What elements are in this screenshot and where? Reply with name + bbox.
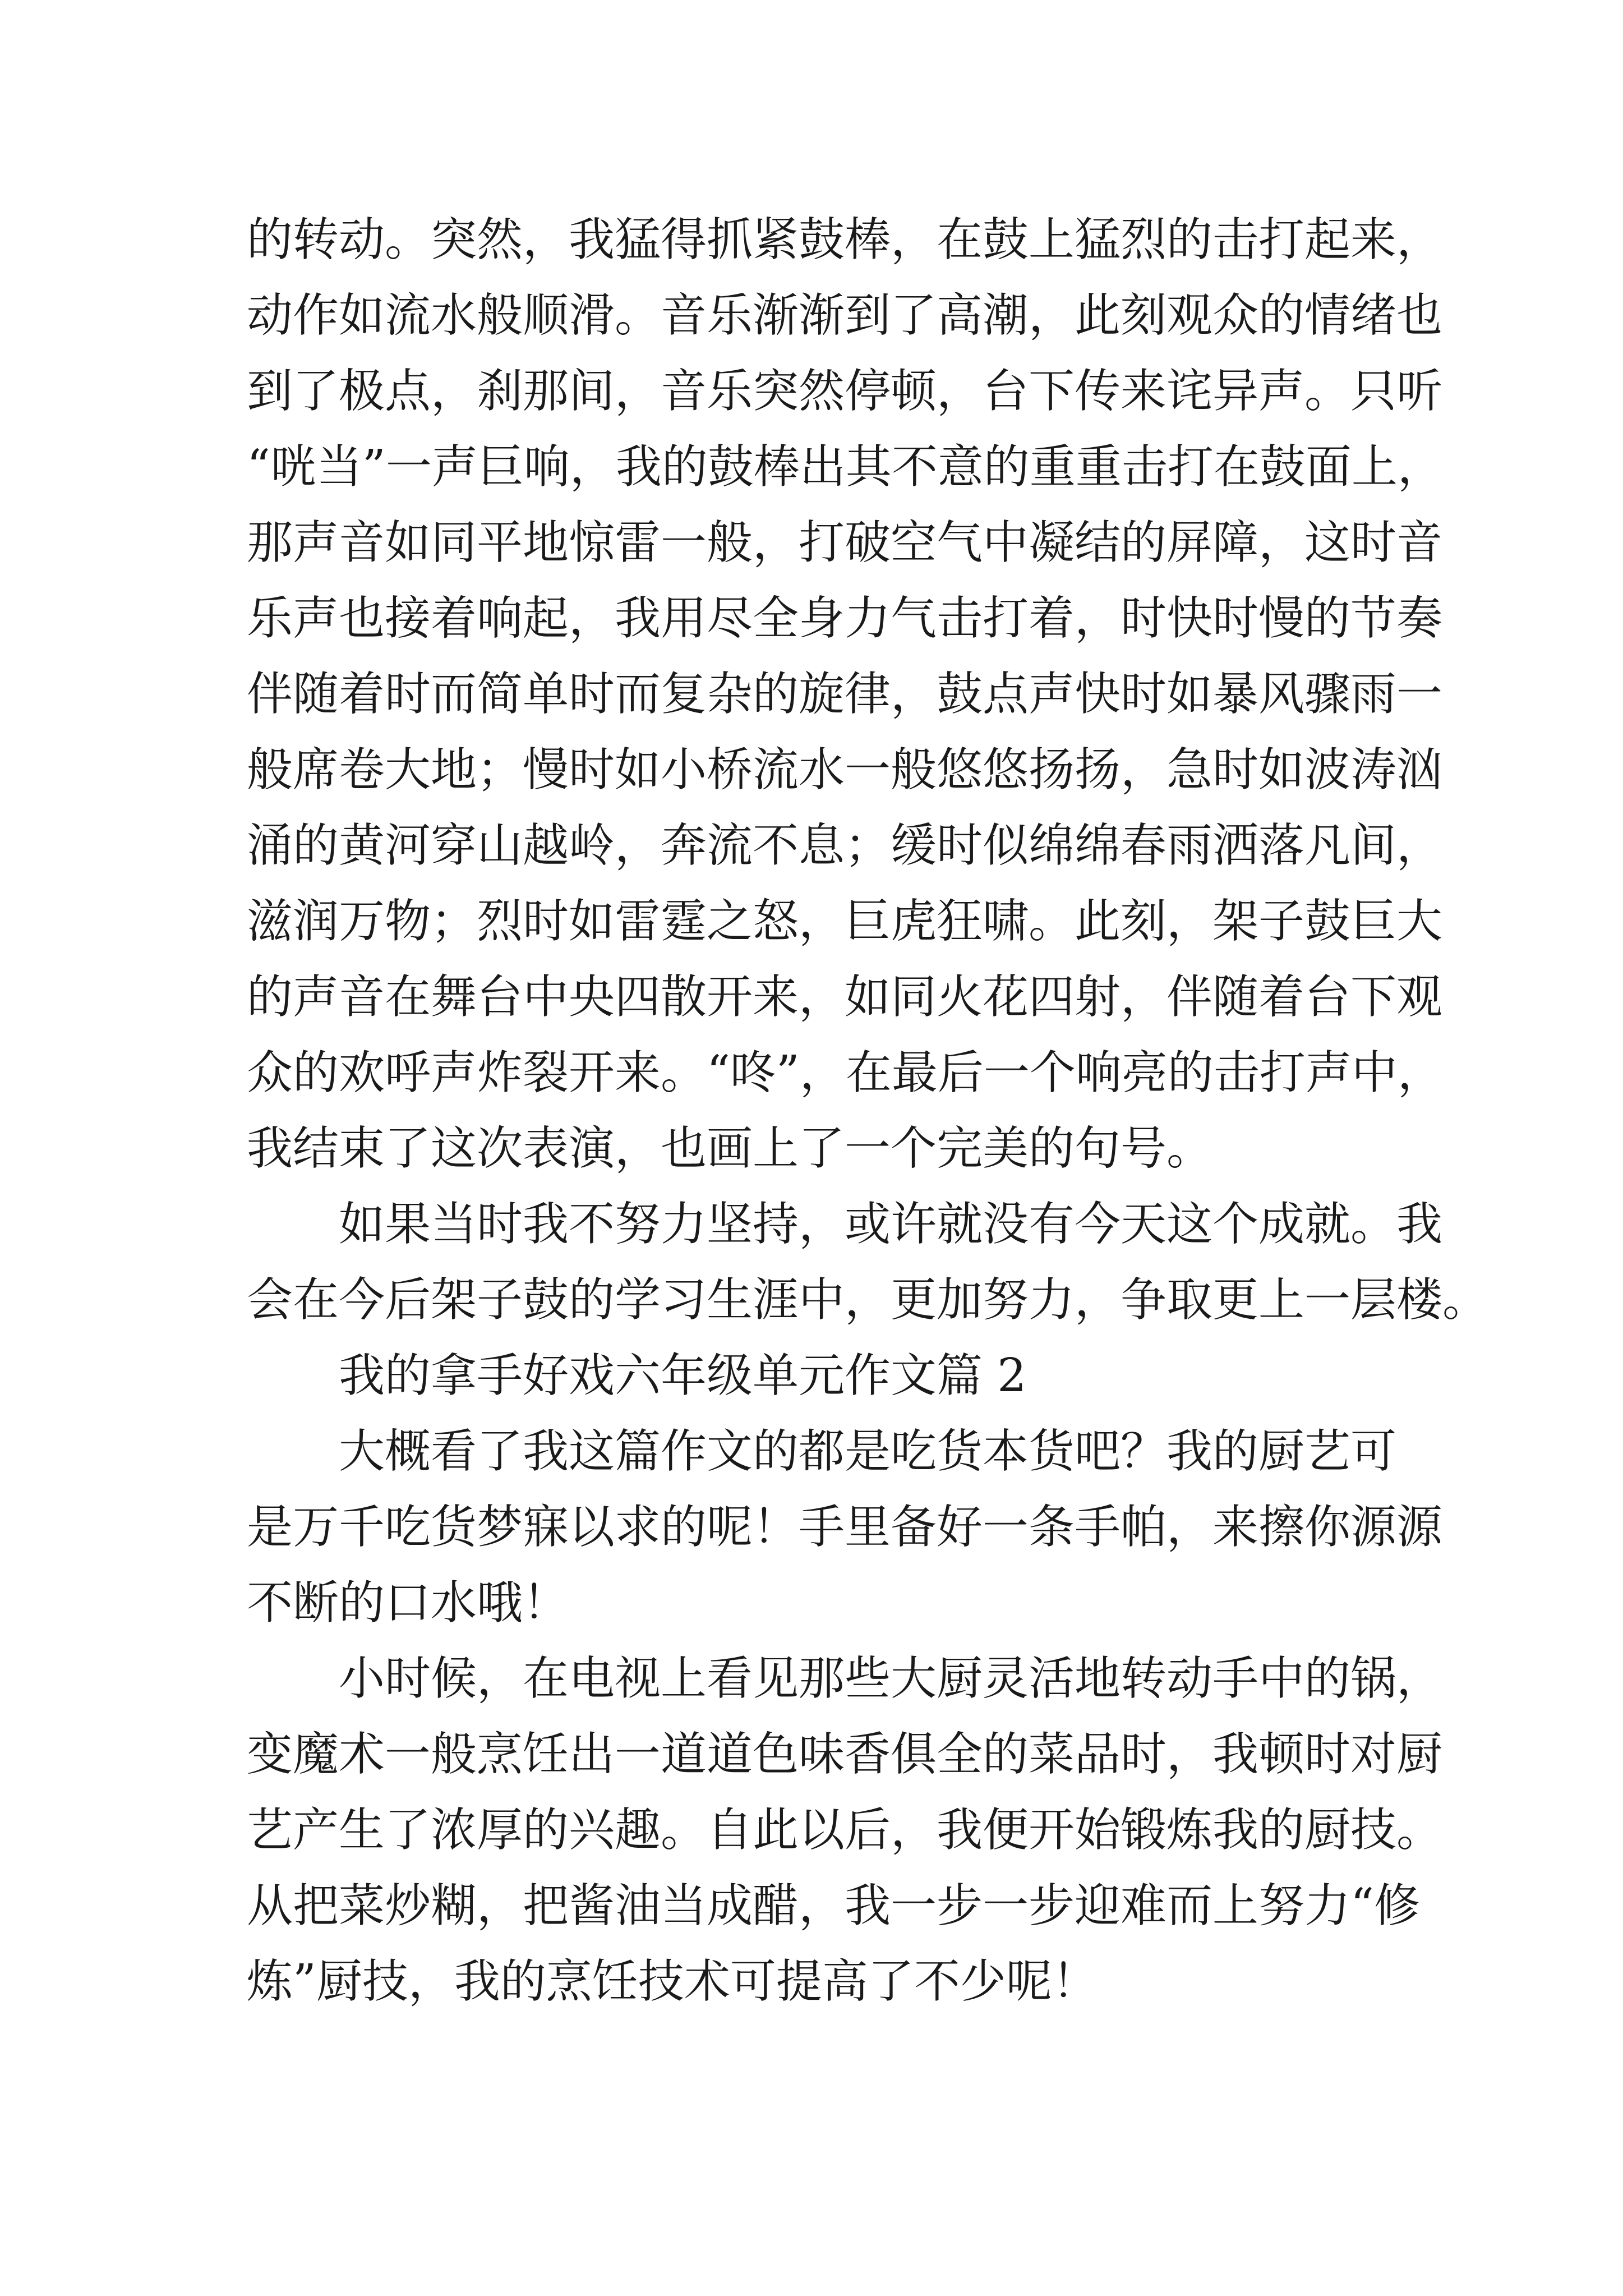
paragraph-line: 会在今后架子鼓的学习生涯中，更加努力，争取更上一层楼。	[247, 1273, 1489, 1327]
paragraph-line: 伴随着时而简单时而复杂的旋律，鼓点声快时如暴风骤雨一	[247, 668, 1443, 721]
paragraph-line: 涌的黄河穿山越岭，奔流不息；缓时似绵绵春雨洒落凡间，	[247, 819, 1443, 872]
paragraph-line: 不断的口水哦！	[247, 1576, 569, 1630]
paragraph-line: 众的欢呼声炸裂开来。“咚”，在最后一个响亮的击打声中，	[247, 1046, 1444, 1099]
section-heading: 我的拿手好戏六年级单元作文篇 2	[339, 1349, 1027, 1402]
paragraph-line: 的声音在舞台中央四散开来，如同火花四射，伴随着台下观	[247, 970, 1443, 1024]
paragraph-line: 从把菜炒糊，把酱油当成醋，我一步一步迎难而上努力“修	[247, 1879, 1420, 1932]
paragraph-line: 小时候，在电视上看见那些大厨灵活地转动手中的锅，	[339, 1652, 1443, 1705]
paragraph-line: 炼”厨技，我的烹饪技术可提高了不少呢！	[247, 1955, 1098, 2008]
paragraph-line: 是万千吃货梦寐以求的呢！手里备好一条手帕，来擦你源源	[247, 1501, 1443, 1554]
paragraph-line: 到了极点，刹那间，音乐突然停顿，台下传来诧异声。只听	[247, 365, 1443, 418]
paragraph-line: 那声音如同平地惊雷一般，打破空气中凝结的屏障，这时音	[247, 516, 1443, 569]
paragraph-line: 滋润万物；烈时如雷霆之怒，巨虎狂啸。此刻，架子鼓巨大	[247, 895, 1443, 948]
paragraph-line: 动作如流水般顺滑。音乐渐渐到了高潮，此刻观众的情绪也	[247, 289, 1443, 342]
paragraph-line: 我结束了这次表演，也画上了一个完美的句号。	[247, 1122, 1213, 1175]
document-body	[247, 202, 1489, 2019]
paragraph-line: 如果当时我不努力坚持，或许就没有今天这个成就。我	[339, 1198, 1443, 1251]
paragraph-line: 变魔术一般烹饪出一道道色味香俱全的菜品时，我顿时对厨	[247, 1728, 1443, 1781]
paragraph-line: “咣当”一声巨响，我的鼓棒出其不意的重重击打在鼓面上，	[247, 440, 1444, 494]
paragraph-line: 般席卷大地；慢时如小桥流水一般悠悠扬扬，急时如波涛汹	[247, 743, 1443, 797]
paragraph-line: 艺产生了浓厚的兴趣。自此以后，我便开始锻炼我的厨技。	[247, 1803, 1443, 1857]
paragraph-line: 大概看了我这篇作文的都是吃货本货吧？我的厨艺可	[339, 1425, 1397, 1478]
paragraph-line: 的转动。突然，我猛得抓紧鼓棒，在鼓上猛烈的击打起来，	[247, 213, 1443, 266]
paragraph-line: 乐声也接着响起，我用尽全身力气击打着，时快时慢的节奏	[247, 592, 1443, 645]
